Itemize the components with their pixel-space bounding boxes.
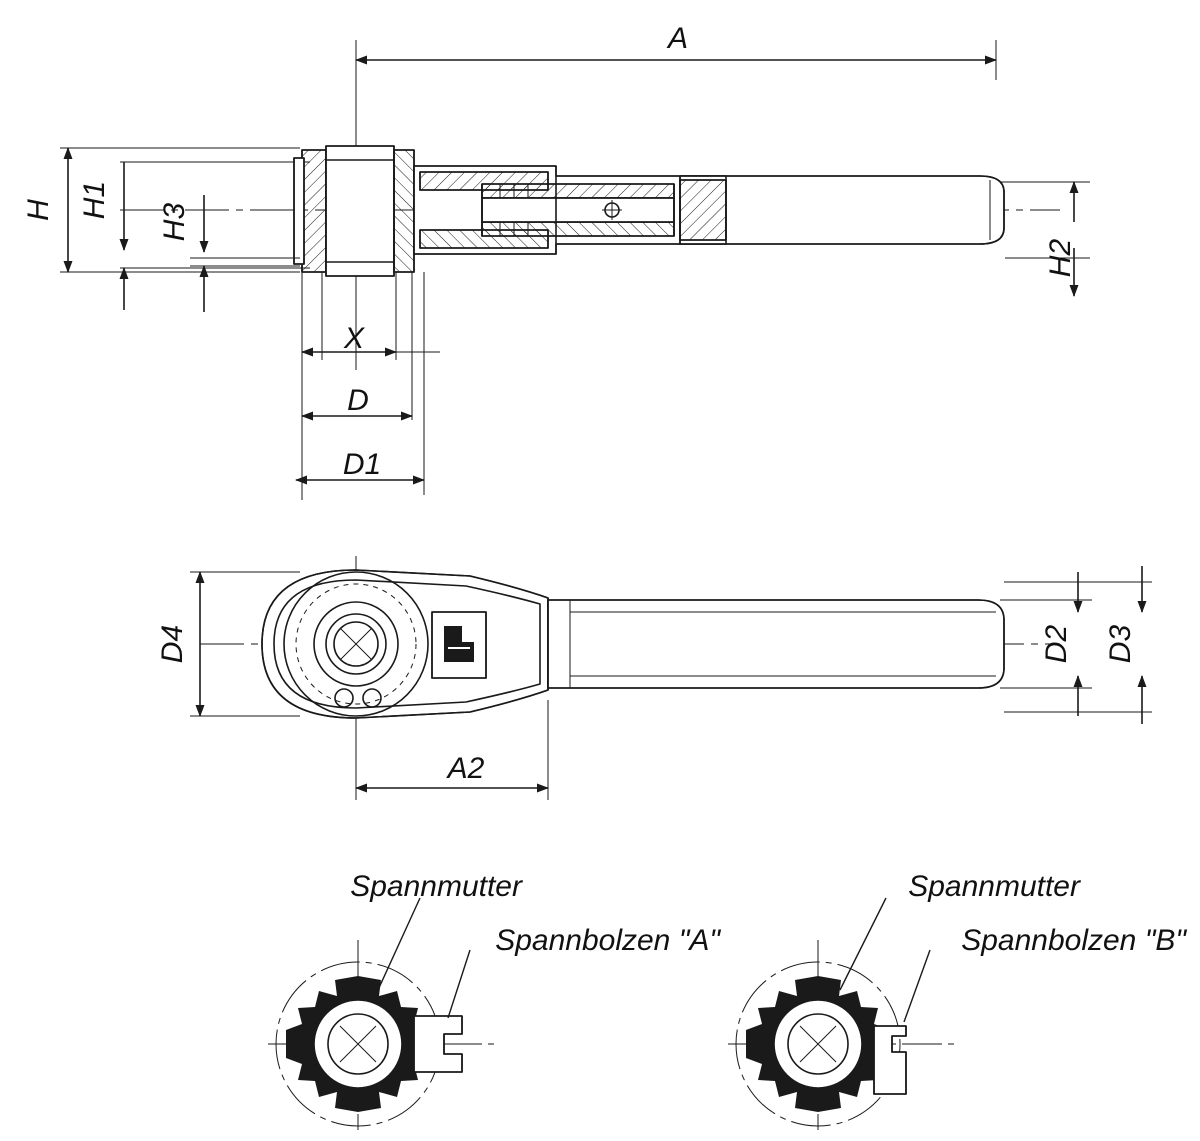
label-D2: D2	[1040, 624, 1073, 664]
label-X: X	[343, 322, 365, 355]
label-D1: D1	[342, 448, 382, 481]
callout-spannbolzen-b: Spannbolzen "B"	[961, 924, 1186, 957]
clamping-nut-body	[294, 146, 414, 276]
label-D4: D4	[156, 624, 189, 664]
clamping-nut-a	[286, 976, 430, 1112]
label-D3: D3	[1104, 624, 1137, 664]
handle-body-side	[680, 176, 1004, 244]
label-H: H	[22, 199, 55, 221]
top-view	[190, 556, 1152, 800]
callout-spannbolzen-a: Spannbolzen "A"	[495, 924, 720, 957]
side-view	[60, 40, 1090, 500]
clamping-nut-b	[746, 976, 890, 1112]
label-A2: A2	[447, 752, 485, 785]
label-A: A	[667, 22, 689, 55]
label-H2: H2	[1044, 238, 1077, 278]
label-H3: H3	[158, 202, 191, 242]
handle-body-top	[548, 600, 1004, 688]
clamping-bolt-b	[874, 1026, 906, 1094]
label-D: D	[347, 384, 369, 417]
lever-head-top	[262, 570, 548, 718]
detail-b	[728, 898, 960, 1130]
detail-a	[268, 898, 500, 1130]
callout-spannmutter-a: Spannmutter	[350, 870, 522, 903]
label-H1: H1	[78, 180, 111, 220]
callout-spannmutter-b: Spannmutter	[908, 870, 1080, 903]
